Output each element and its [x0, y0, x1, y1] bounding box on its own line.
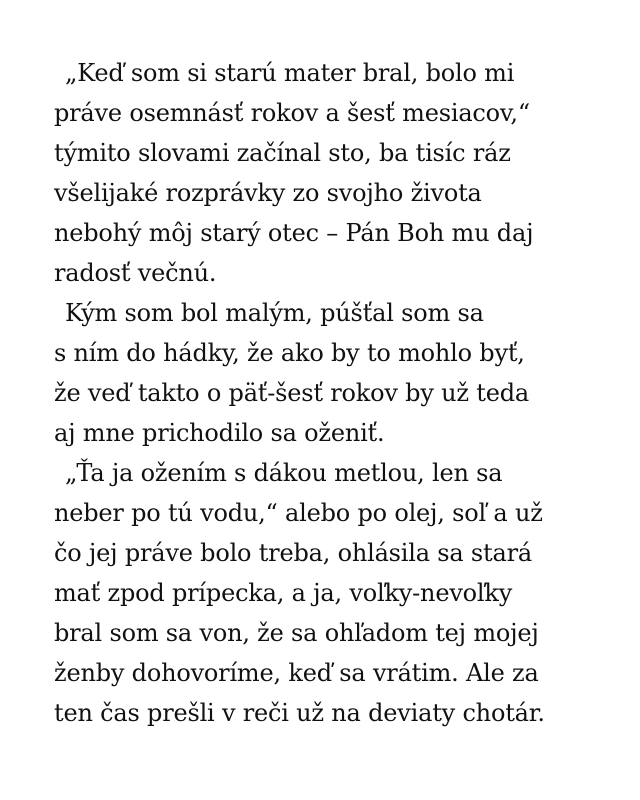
text-line: „Keď som si starú mater bral, bolo mi: [65, 59, 515, 87]
paragraph-2: [54, 293, 614, 453]
text-line: s ním do hádky, že ako by to mohlo byť,: [54, 339, 525, 367]
text-line: ženby dohovoríme, keď sa vrátim. Ale za: [54, 659, 539, 687]
text-line: že veď takto o päť-šesť rokov by už teda: [54, 379, 529, 407]
text-line: „Ťa ja ožením s dákou metlou, len sa: [65, 459, 503, 487]
text-line: všelijaké rozprávky zo svojho života: [54, 179, 482, 207]
text-line: Kým som bol malým, púšťal som sa: [65, 299, 484, 327]
text-line: aj mne prichodilo sa oženiť.: [54, 419, 385, 447]
text-line: práve osemnásť rokov a šesť mesiacov,“: [54, 99, 530, 127]
text-line: mať zpod prípecka, a ja, voľky-nevoľky: [54, 579, 513, 607]
text-line: radosť večnú.: [54, 259, 217, 287]
text-body: [54, 53, 614, 733]
paragraph-1: [54, 53, 614, 293]
text-line: bral som sa von, že sa ohľadom tej mojej: [54, 619, 539, 647]
text-line: čo jej práve bolo treba, ohlásila sa stará: [54, 539, 532, 567]
text-line: týmito slovami začínal sto, ba tisíc ráz: [54, 139, 511, 167]
text-line: ten čas prešli v reči už na deviaty chotár.: [54, 699, 545, 727]
text-line: neber po tú vodu,“ alebo po olej, soľ a už: [54, 499, 543, 527]
paragraph-3: [54, 453, 614, 733]
text-line: nebohý môj starý otec – Pán Boh mu daj: [54, 219, 534, 247]
